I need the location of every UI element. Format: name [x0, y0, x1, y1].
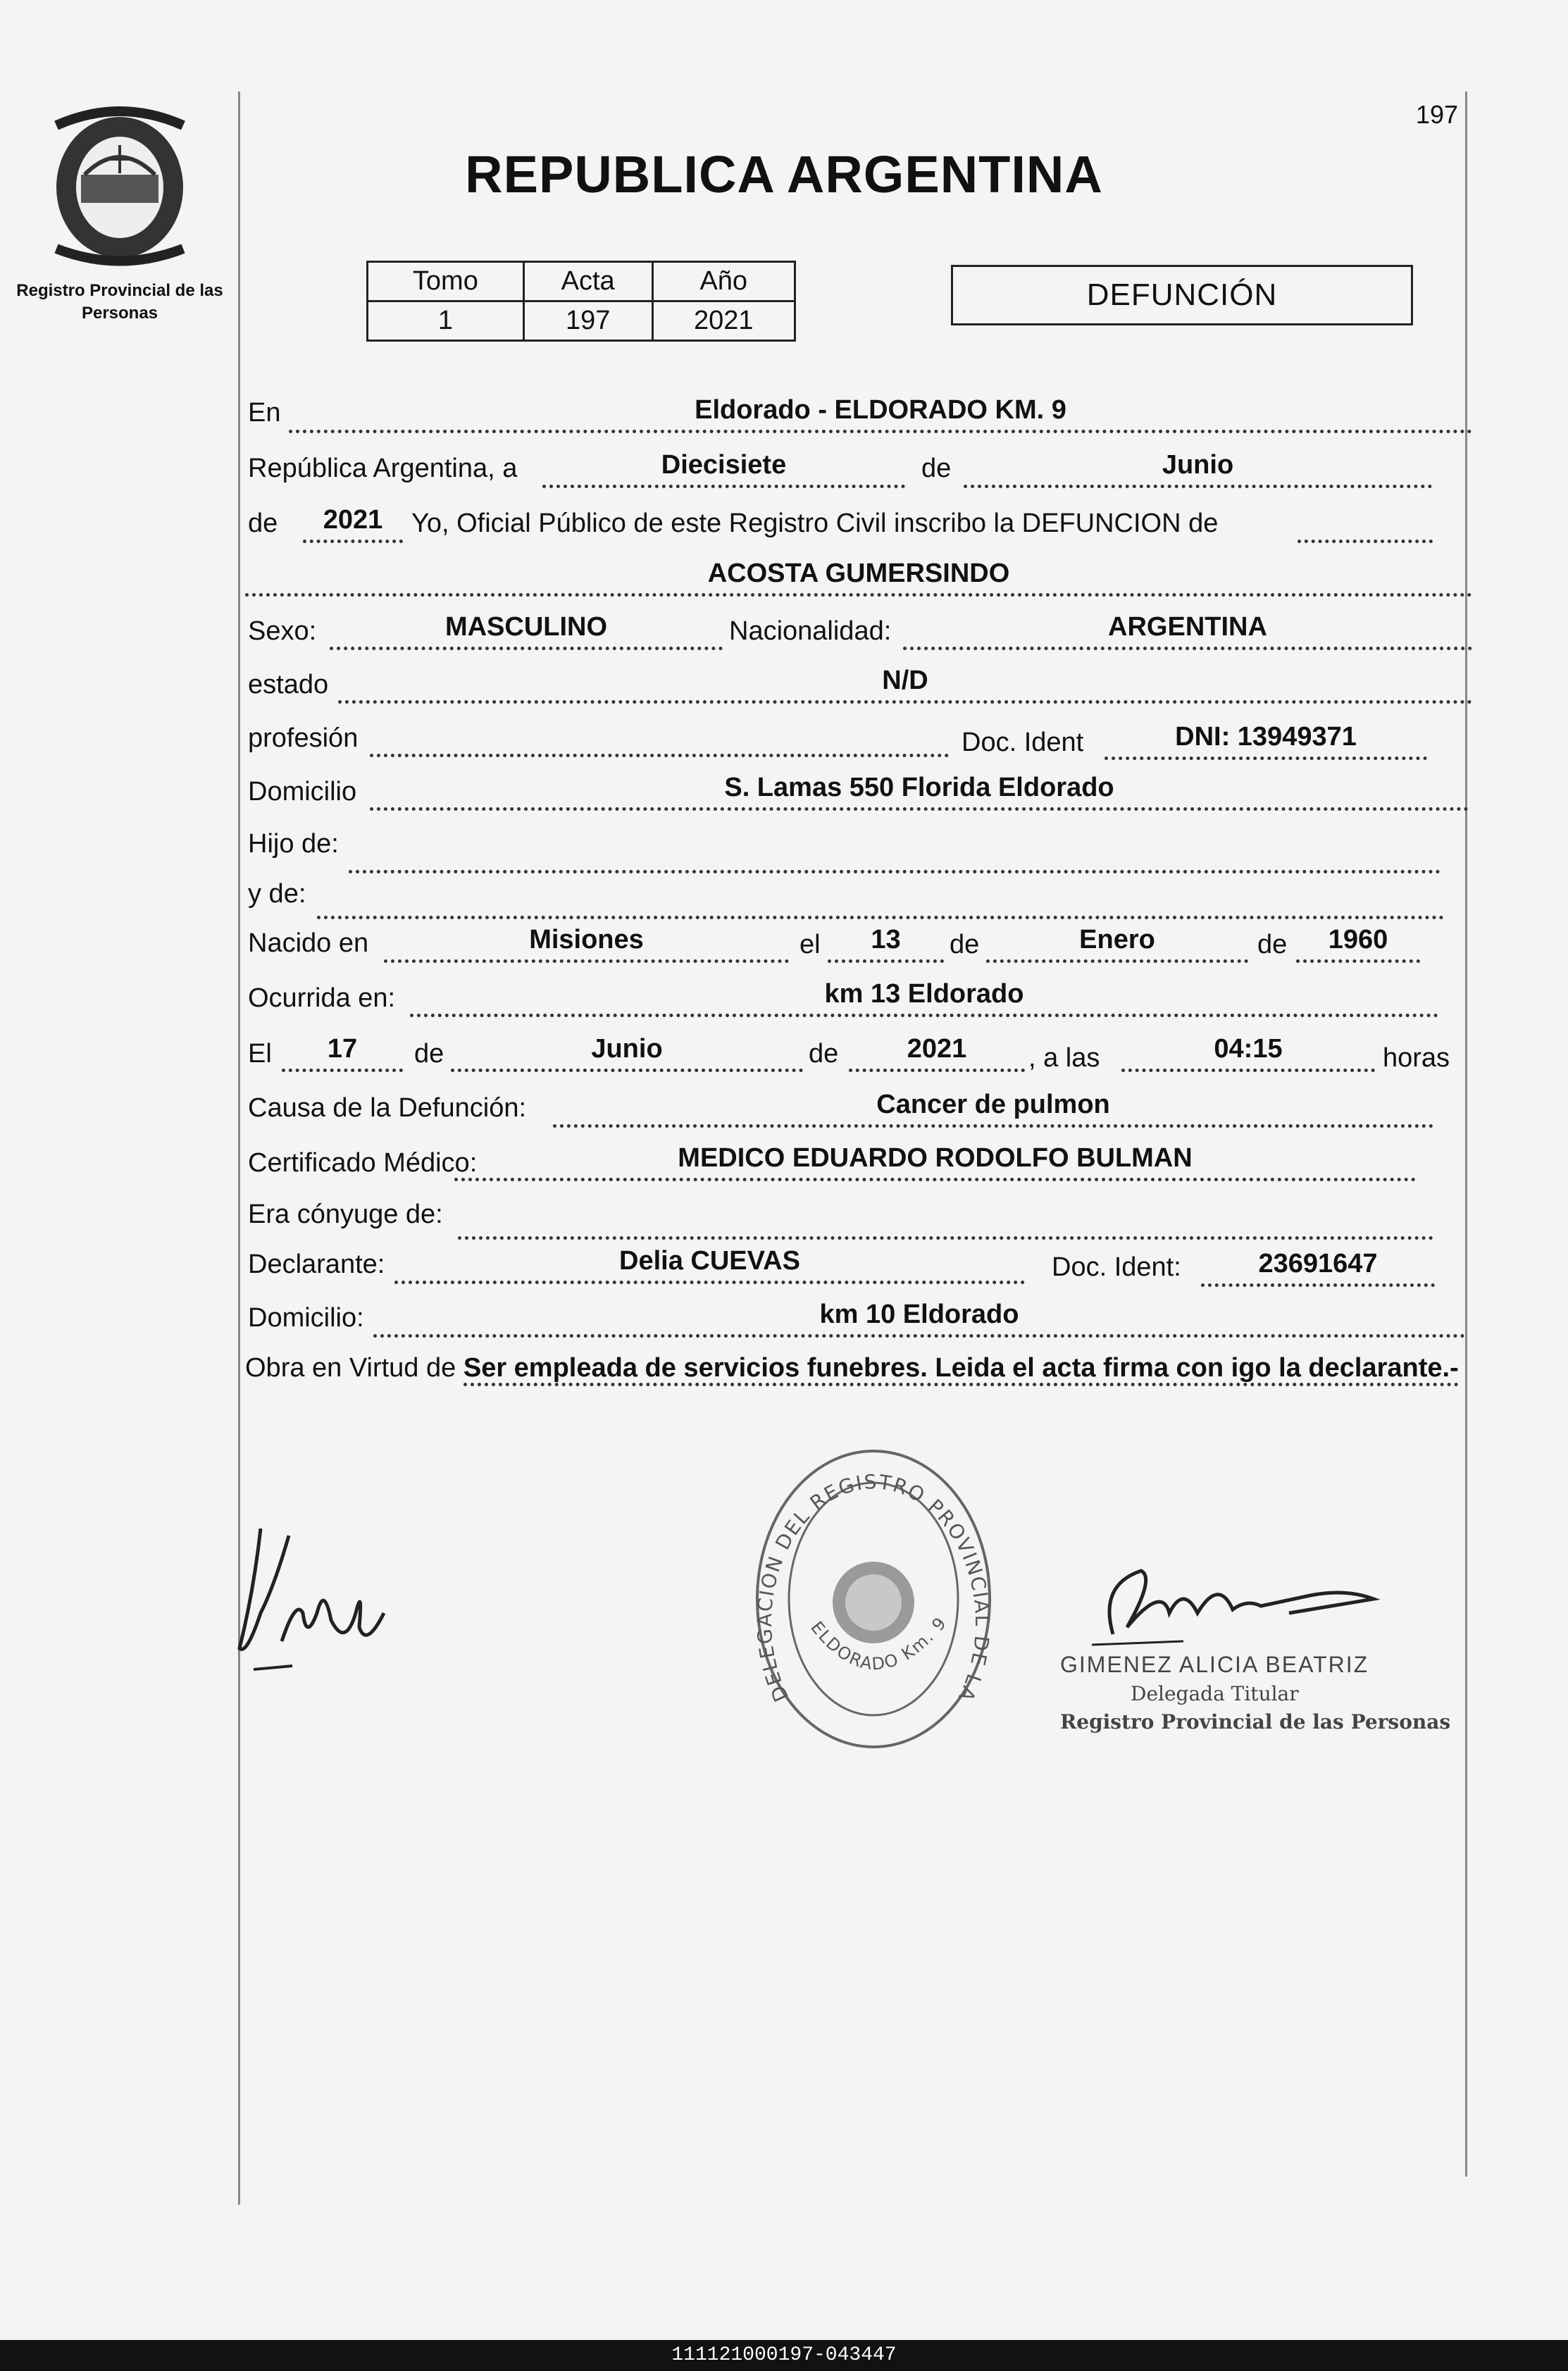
- table-header-acta: Acta: [523, 262, 652, 301]
- table-cell-tomo: 1: [368, 301, 524, 341]
- sexo-label: Sexo:: [248, 616, 317, 646]
- en-field: Eldorado - ELDORADO KM. 9: [289, 394, 1472, 433]
- nacionalidad-field: ARGENTINA: [903, 611, 1472, 650]
- nacido-lugar-field: Misiones: [384, 924, 789, 963]
- declarante-field: Delia CUEVAS: [394, 1245, 1025, 1284]
- decl-doc-field: 23691647: [1201, 1248, 1435, 1287]
- official-name: GIMENEZ ALICIA BEATRIZ: [1060, 1652, 1369, 1677]
- nombre-field: ACOSTA GUMERSINDO: [245, 558, 1472, 597]
- decl-dom-field: km 10 Eldorado: [373, 1299, 1465, 1338]
- table-cell-anio: 2021: [652, 301, 795, 341]
- record-type-box: DEFUNCIÓN: [951, 265, 1413, 325]
- official-role: Delegada Titular: [1131, 1682, 1299, 1705]
- official-signature: [1078, 1557, 1395, 1662]
- estado-label: estado: [248, 670, 329, 699]
- anio-field: 2021: [303, 504, 403, 543]
- de-label-5: de: [809, 1039, 839, 1069]
- table-row: [368, 262, 795, 301]
- page-number: 197: [1416, 100, 1459, 129]
- defuncion-de-field: [1298, 504, 1433, 543]
- horas-label: horas: [1383, 1043, 1450, 1073]
- table-header-anio: Año: [652, 262, 795, 301]
- nacido-anio-field: 1960: [1296, 924, 1420, 963]
- declarant-signature: [232, 1507, 416, 1691]
- doc-ident-label: Doc. Ident: [962, 728, 1084, 757]
- fallec-dia-field: 17: [282, 1033, 403, 1072]
- fallec-anio-field: 2021: [849, 1033, 1025, 1072]
- en-label: En: [248, 398, 281, 428]
- dia-field: Diecisiete: [542, 449, 905, 488]
- profesion-label: profesión: [248, 723, 359, 753]
- nacido-mes-field: Enero: [986, 924, 1248, 963]
- decl-doc-label: Doc. Ident:: [1052, 1252, 1181, 1282]
- sexo-field: MASCULINO: [330, 611, 723, 650]
- official-stamp: [747, 1444, 1000, 1768]
- de-label-3: de: [1257, 930, 1288, 959]
- republica-label: República Argentina, a: [248, 454, 518, 483]
- oficial-text: Yo, Oficial Público de este Registro Civil inscribo la DEFUNCION de: [411, 509, 1219, 538]
- domicilio-label: Domicilio: [248, 777, 357, 807]
- yde-field: [317, 880, 1444, 919]
- yde-label: y de:: [248, 879, 306, 909]
- page-title: REPUBLICA ARGENTINA: [465, 145, 1103, 204]
- conyuge-field: [458, 1201, 1433, 1240]
- conyuge-label: Era cónyuge de:: [248, 1200, 443, 1229]
- fallec-mes-field: Junio: [451, 1033, 803, 1072]
- nacionalidad-label: Nacionalidad:: [729, 616, 892, 646]
- nacido-dia-field: 13: [828, 924, 944, 963]
- document-code: 111121000197-043447: [0, 2340, 1568, 2371]
- stamp-arc-text: DELEGACION DEL REGISTRO PROVINCIAL DE LA: [752, 1470, 995, 1706]
- el-cap-label: El: [248, 1039, 272, 1069]
- estado-field: N/D: [338, 665, 1472, 704]
- hora-field: 04:15: [1121, 1033, 1375, 1072]
- causa-label: Causa de la Defunción:: [248, 1093, 527, 1123]
- doc-ident-field: DNI: 13949371: [1105, 721, 1427, 760]
- el-label: el: [799, 930, 821, 959]
- nacido-label: Nacido en: [248, 928, 369, 958]
- certificado-field: MEDICO EDUARDO RODOLFO BULMAN: [454, 1143, 1416, 1181]
- ocurrida-field: km 13 Eldorado: [410, 978, 1438, 1017]
- profesion-field: [370, 718, 949, 757]
- declarante-label: Declarante:: [248, 1250, 385, 1279]
- registry-table: [366, 261, 796, 342]
- a-las-label: , a las: [1028, 1043, 1100, 1073]
- mes-field: Junio: [964, 449, 1432, 488]
- table-header-tomo: Tomo: [368, 262, 524, 301]
- table-row: [368, 301, 795, 341]
- obra-label: Obra en Virtud de: [245, 1353, 456, 1383]
- causa-field: Cancer de pulmon: [553, 1089, 1433, 1128]
- obra-text: [245, 1350, 1467, 1386]
- de-label-2: de: [950, 930, 980, 959]
- de-label-4: de: [414, 1039, 444, 1069]
- anio-prefix-label: de: [248, 509, 278, 538]
- ocurrida-label: Ocurrida en:: [248, 983, 396, 1013]
- obra-field: Ser empleada de servicios funebres. Leida el acta firma con igo la declarante.-: [463, 1353, 1459, 1386]
- left-margin-line: [238, 92, 240, 2205]
- official-office: Registro Provincial de las Personas: [1060, 1710, 1451, 1734]
- stamp-inner-text: ELDORADO Km. 9: [807, 1612, 951, 1674]
- de-label-1: de: [921, 454, 952, 483]
- decl-dom-label: Domicilio:: [248, 1303, 364, 1333]
- certificado-label: Certificado Médico:: [248, 1148, 478, 1178]
- table-cell-acta: 197: [523, 301, 652, 341]
- registry-label: Registro Provincial de las Personas: [16, 281, 223, 323]
- domicilio-field: S. Lamas 550 Florida Eldorado: [370, 772, 1469, 811]
- hijo-label: Hijo de:: [248, 829, 339, 859]
- hijo-field: [349, 835, 1441, 873]
